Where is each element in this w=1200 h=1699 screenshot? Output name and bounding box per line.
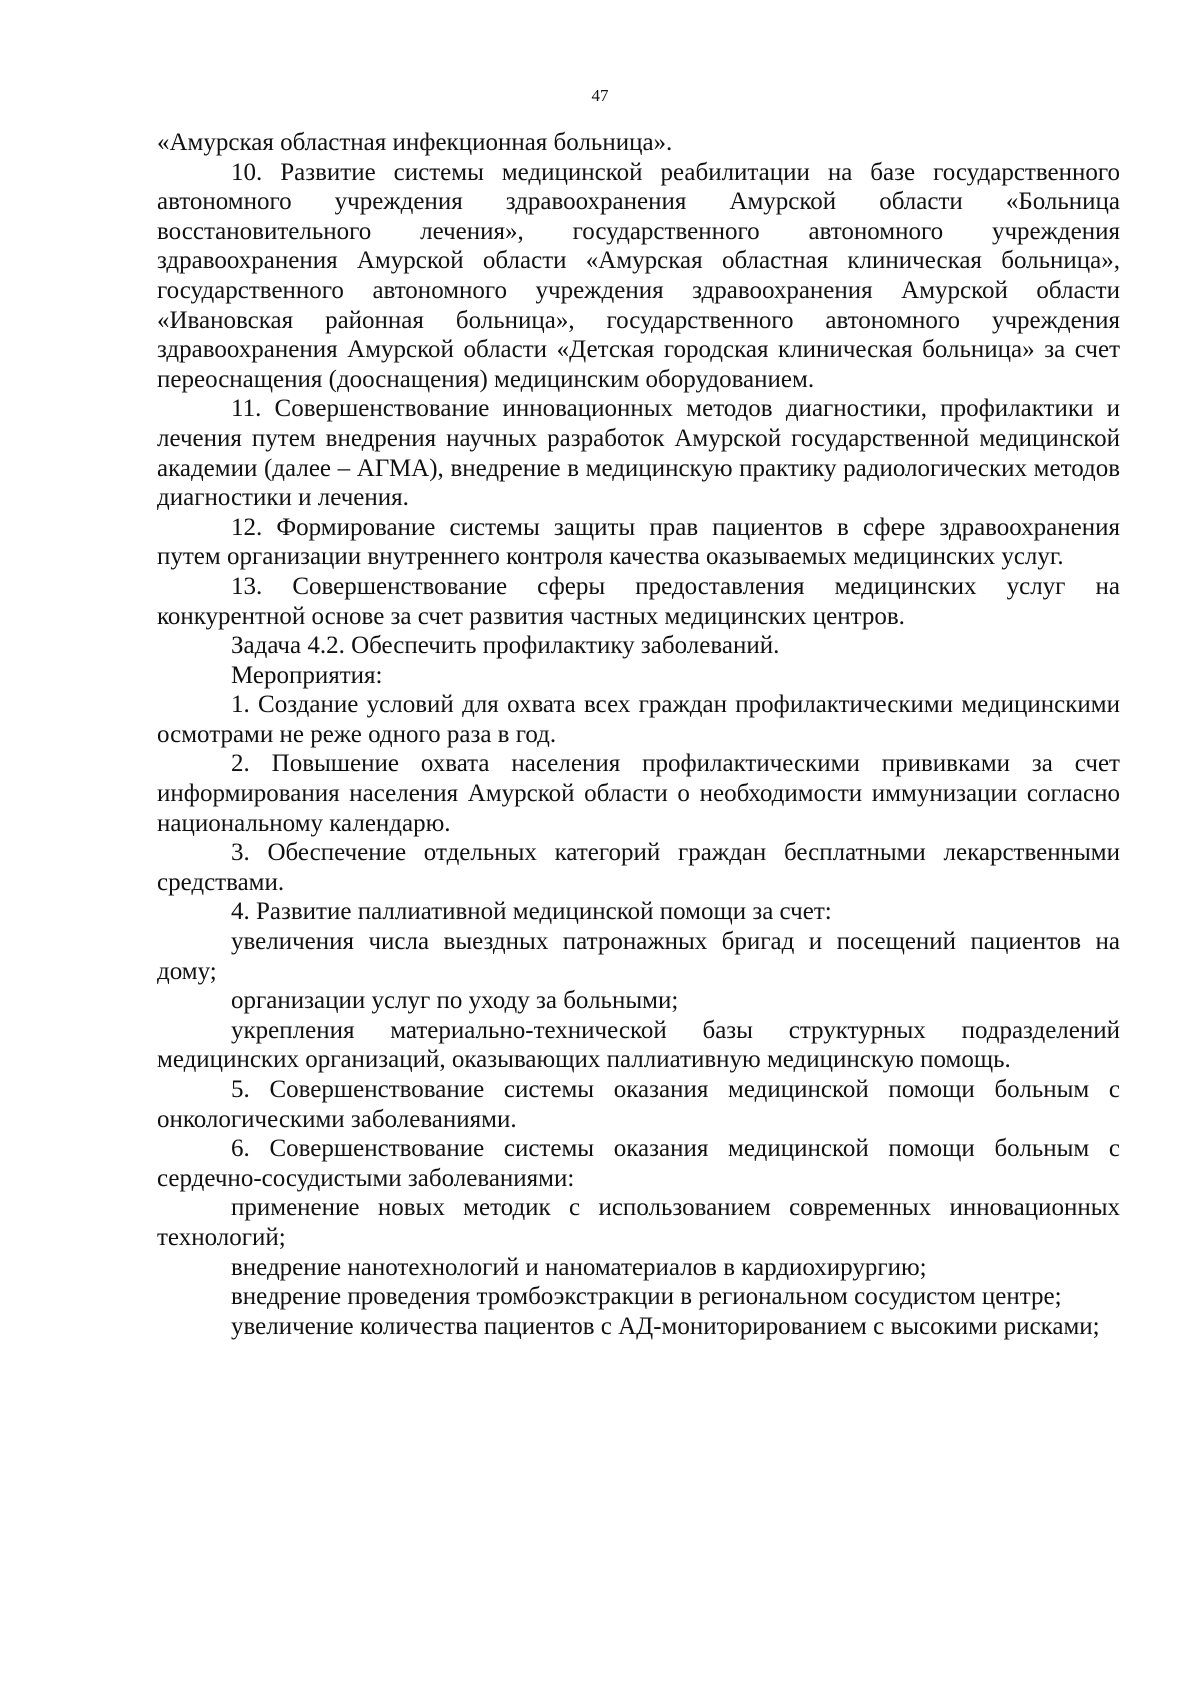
measure-item-4: 4. Развитие паллиативной медицинской помощи за счет: — [231, 898, 832, 926]
paragraph-continuation: «Амурская областная инфекционная больница». — [157, 129, 673, 156]
measure-6-subitem-thrombo: внедрение проведения тромбоэкстракции в региональном сосудистом центре; — [231, 1283, 1062, 1311]
task-heading: Задача 4.2. Обеспечить профилактику заболеваний. — [231, 632, 780, 660]
measure-item-2: 2. Повышение охвата населения профилактическими прививками за счет информирования населения Амурской области о необходимости иммунизации согласно национальному календарю. — [157, 750, 1120, 837]
measure-4-subitem-base: укрепления материально-технической базы структурных подразделений медицинских организаций, оказывающих паллиативную медицинскую помощь. — [157, 1016, 1120, 1074]
measure-item-3: 3. Обеспечение отдельных категорий граждан бесплатными лекарственными средствами. — [157, 839, 1120, 896]
document-body — [157, 128, 1120, 1341]
measure-4-subitem-brigades: увеличения числа выездных патронажных бригад и посещений пациентов на дому; — [157, 928, 1120, 985]
measure-4-subitem-care: организации услуг по уходу за больными; — [231, 987, 679, 1015]
measure-6-subitem-methods: применение новых методик с использованием современных инновационных технологий; — [157, 1194, 1120, 1251]
paragraph-item-12: 12. Формирование системы защиты прав пациентов в сфере здравоохранения путем организации внутреннего контроля качества оказываемых медицинских услуг. — [157, 513, 1120, 571]
page-number: 47 — [591, 86, 609, 105]
paragraph-item-11: 11. Совершенствование инновационных методов диагностики, профилактики и лечения путем внедрения научных разработок Амурской государственной медицинской академии (далее – АГМА), внедрение в медицинскую практику радиологических методов диагностики и лечения. — [157, 395, 1120, 512]
measure-item-1: 1. Создание условий для охвата всех граждан профилактическими медицинскими осмотрами не реже одного раза в год. — [157, 691, 1120, 748]
measures-heading: Мероприятия: — [231, 661, 383, 689]
measure-item-6: 6. Совершенствование системы оказания медицинской помощи больным с сердечно-сосудистыми заболеваниями: — [157, 1135, 1120, 1192]
measure-6-subitem-nanotech: внедрение нанотехнологий и наноматериалов в кардиохирургию; — [231, 1253, 927, 1281]
measure-item-5: 5. Совершенствование системы оказания медицинской помощи больным с онкологическими заболеваниями. — [157, 1076, 1120, 1133]
measure-6-subitem-monitoring: увеличение количества пациентов с АД-мониторированием с высокими рисками; — [231, 1312, 1100, 1340]
paragraph-item-10: 10. Развитие системы медицинской реабилитации на базе государственного автономного учреждения здравоохранения Амурской области «Больница восстановительного лечения», государственного автономного учреждения здравоохранения Амурской области «Амурская областная клиническая больница», государственного автономного учреждения здравоохранения Амурской области «Ивановская районная больница», государственного автономного учреждения здравоохранения Амурской области «Детская городская клиническая больница» за счет переоснащения (дооснащения) медицинским оборудованием. — [157, 158, 1120, 393]
paragraph-item-13: 13. Совершенствование сферы предоставления медицинских услуг на конкурентной основе за счет развития частных медицинских центров. — [157, 572, 1120, 630]
